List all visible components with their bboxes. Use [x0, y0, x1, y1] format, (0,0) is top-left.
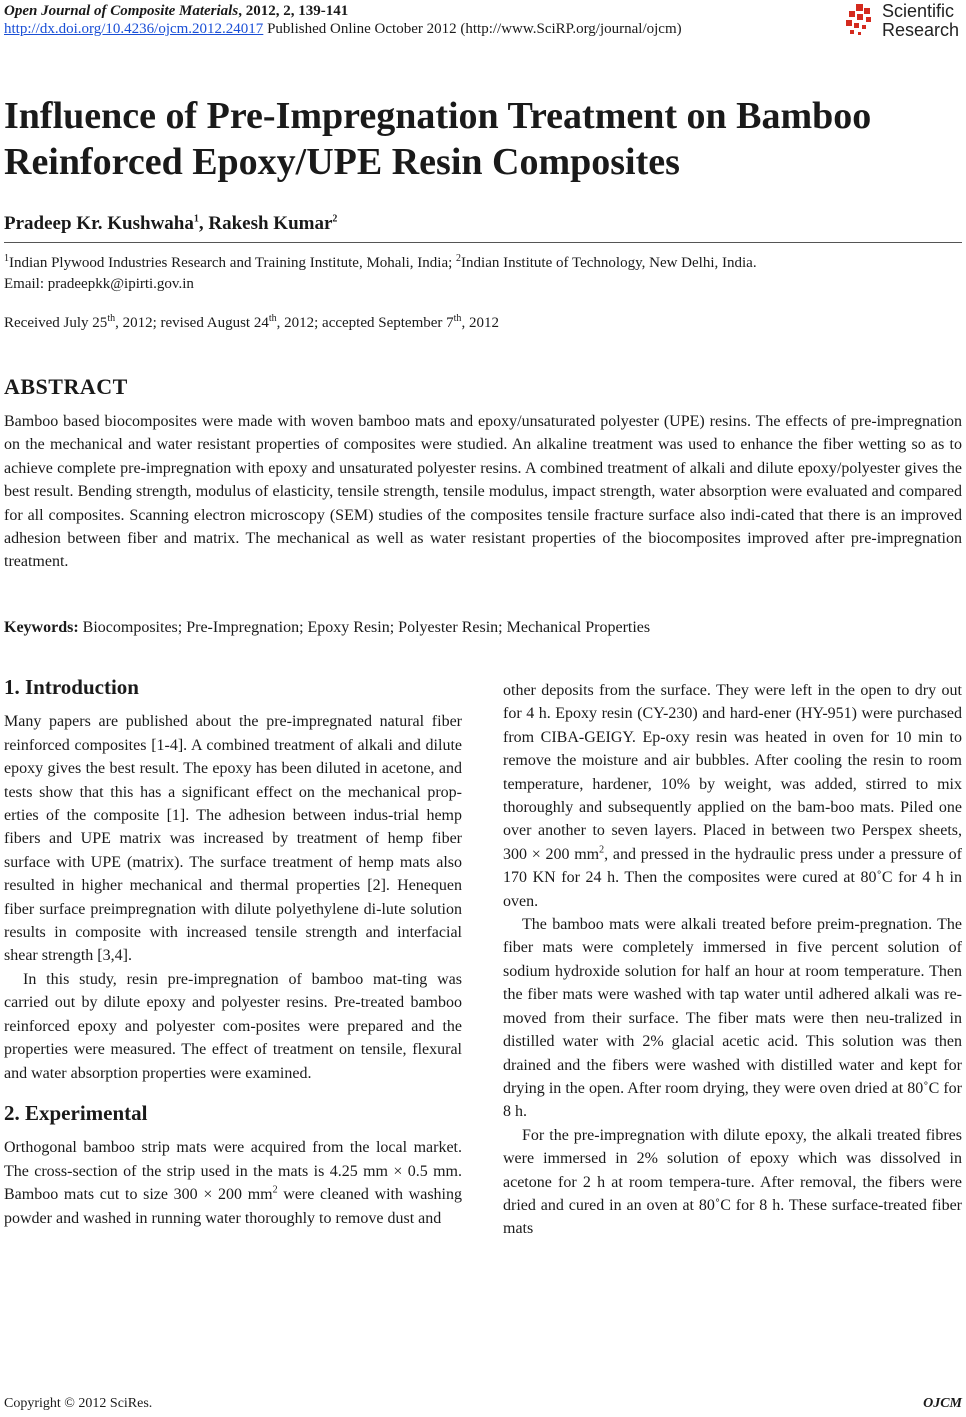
affiliation-1: Indian Plywood Industries Research and Training Institute, Mohali, India;: [9, 255, 457, 271]
logo-text: [882, 2, 959, 40]
col2-text-b: , and pressed in the hydraulic press under a pressure of 170 KN for 24 h. Then the composites were cured at 80˚C for 4 h in oven.: [503, 845, 962, 910]
affil-mark: 2: [456, 253, 462, 264]
journal-citation: , 2012, 2, 139-141: [238, 3, 349, 19]
affiliation-line: [4, 253, 962, 274]
keywords-list: Biocomposites; Pre-Impregnation; Epoxy Resin; Polyester Resin; Mechanical Properties: [78, 619, 651, 636]
ordinal-suffix: th: [107, 313, 116, 324]
ordinal-suffix: th: [453, 313, 462, 324]
journal-abbreviation: OJCM: [923, 1396, 962, 1411]
superscript: 2: [272, 1184, 278, 1196]
journal-header: [4, 2, 348, 20]
left-column: [4, 676, 462, 1230]
published-info: Published Online October 2012 (http://www.SciRP.org/journal/ojcm): [263, 21, 682, 37]
experimental-paragraph-2: [503, 679, 962, 913]
doi-line: [4, 20, 682, 38]
publisher-logo: [840, 2, 960, 42]
journal-name: Open Journal of Composite Materials: [4, 3, 239, 19]
author-name: Pradeep Kr. Kushwaha: [4, 213, 194, 234]
section-heading-experimental: 2. Experimental: [4, 1100, 148, 1125]
email: Email: pradeepkk@ipirti.gov.in: [4, 276, 194, 292]
exp-text-b: were cleaned with washing powder and washed in running water thoroughly to remove dust and: [4, 1186, 462, 1227]
logo-line-2: Research: [882, 20, 960, 40]
year-text: , 2012: [461, 315, 499, 331]
scientific-research-logo-icon: [840, 2, 880, 42]
superscript: 2: [599, 844, 605, 856]
experimental-paragraph-3: The bamboo mats were alkali treated before preim-pregnation. The fiber mats were completely immersed in five percent solution of sodium hydroxide solution for half an hour at room temperature. Then the fiber mats were washed with tap water until adhered alkali was re-moved from their surface. The fiber mats were then neu-tralized in distilled water with 2% glacial acetic acid. This solution was then drained and the fibers were washed with distilled water and kept for drying in the open. After room drying, they were oven dried at 80˚C for 8 h.: [503, 916, 962, 1121]
ordinal-suffix: th: [268, 313, 277, 324]
logo-line-1: Scientific: [882, 1, 955, 21]
affiliation-2: Indian Institute of Technology, New Delhi, India.: [461, 255, 757, 271]
intro-paragraph-1: Many papers are published about the pre-impregnated natural fiber reinforced composites [1-4]. A combined treatment of alkali and dilute epoxy gives the best result. The epoxy has been diluted in acetone, and tests show that this has a significant effect on the mechanical prop-erties of the composite [1]. The adhesion between indus-trial hemp fibers and UPE matrix was increased by treatment of hemp fiber surface with UPE (matrix). The surface treatment of hemp mats also resulted in higher mechanical and thermal properties [2]. Henequen fiber surface preimpregnation with dilute polyethylene di-lute solution results in composite with increased tensile strength and interfacial shear strength [3,4].: [4, 713, 462, 965]
copyright: Copyright © 2012 SciRes.: [4, 1396, 153, 1411]
right-column: [503, 679, 962, 1241]
abstract-heading: ABSTRACT: [4, 374, 128, 399]
experimental-paragraph-4: For the pre-impregnation with dilute epoxy, the alkali treated fibres were immersed in 2% solution of epoxy which was dissolved in acetone for 2 h at room tempera-ture. After removal, the fibers were dried and cured in an oven at 80˚C for 8 h. These surface-treated fiber mats: [503, 1126, 962, 1238]
keywords-label: Keywords:: [4, 619, 79, 636]
revised-text: , 2012; revised August 24: [115, 315, 269, 331]
experimental-paragraph-1: [4, 1136, 462, 1230]
accepted-text: , 2012; accepted September 7: [276, 315, 454, 331]
doi-link[interactable]: http://dx.doi.org/10.4236/ojcm.2012.24017: [4, 21, 264, 37]
exp-text-a: Orthogonal bamboo strip mats were acquired from the local market. The cross-section of the strip used in the mats is 4.25 mm × 0.5 mm. Bamboo mats cut to size 300 × 200 mm: [4, 1139, 462, 1204]
header-divider: [4, 242, 962, 243]
keywords: [4, 619, 650, 637]
author-separator: ,: [198, 213, 209, 234]
author-name: Rakesh Kumar: [208, 213, 333, 234]
article-title: Influence of Pre-Impregnation Treatment on Bamboo Reinforced Epoxy/UPE Resin Composites: [4, 95, 872, 183]
section-heading-introduction: 1. Introduction: [4, 675, 139, 699]
received-dates: [4, 315, 499, 332]
author-affil-mark: 1: [193, 213, 199, 225]
abstract-text: Bamboo based biocomposites were made with woven bamboo mats and epoxy/unsaturated polyester (UPE) resins. The effects of pre-impregnation on the mechanical and water resistant properties of composites were studied. An alkaline treatment was used to enhance the fiber wetting so as to achieve complete pre-impregnation with epoxy and unsaturated polyester resins. A combined treatment of alkali and dilute epoxy/polyester gives the best result. Bending strength, modulus of elasticity, tensile strength, tensile modulus, impact strength, water absorption were evaluated and compared for all composites. Scanning electron microscopy (SEM) studies of the composites tensile fracture surface also indi-cated that there is an improved adhesion between fiber and matrix. The mechanical as well as water resistant properties of the biocomposites improved after pre-impregnation treatment.: [4, 413, 962, 571]
col2-text-a: other deposits from the surface. They were left in the open to dry out for 4 h. Epoxy resin (CY-230) and hard-ener (HY-951) were purchased from CIBA-GEIGY. Ep-oxy resin was heated in oven for 10 min to remove the moisture and air bubbles. After cooling the resin to room temperature, hardener, 10% by weight, was added, stirred to mix thoroughly and subsequently applied on the bam-boo mats. Piled one over another to seven layers. Placed in between two Perspex sheets, 300 × 200 mm: [503, 682, 962, 863]
affiliations: [4, 253, 962, 295]
author-list: [4, 213, 337, 235]
intro-paragraph-2: In this study, resin pre-impregnation of bamboo mat-ting was carried out by dilute epoxy and polyester resins. Pre-treated bamboo reinforced epoxy and polyester com-posites were prepared and the properties were measured. The effect of treatment on tensile, flexural and water absorption properties were examined.: [4, 970, 462, 1082]
affil-mark: 1: [4, 253, 9, 264]
received-text: Received July 25: [4, 315, 108, 331]
author-affil-mark: 2: [332, 213, 338, 225]
